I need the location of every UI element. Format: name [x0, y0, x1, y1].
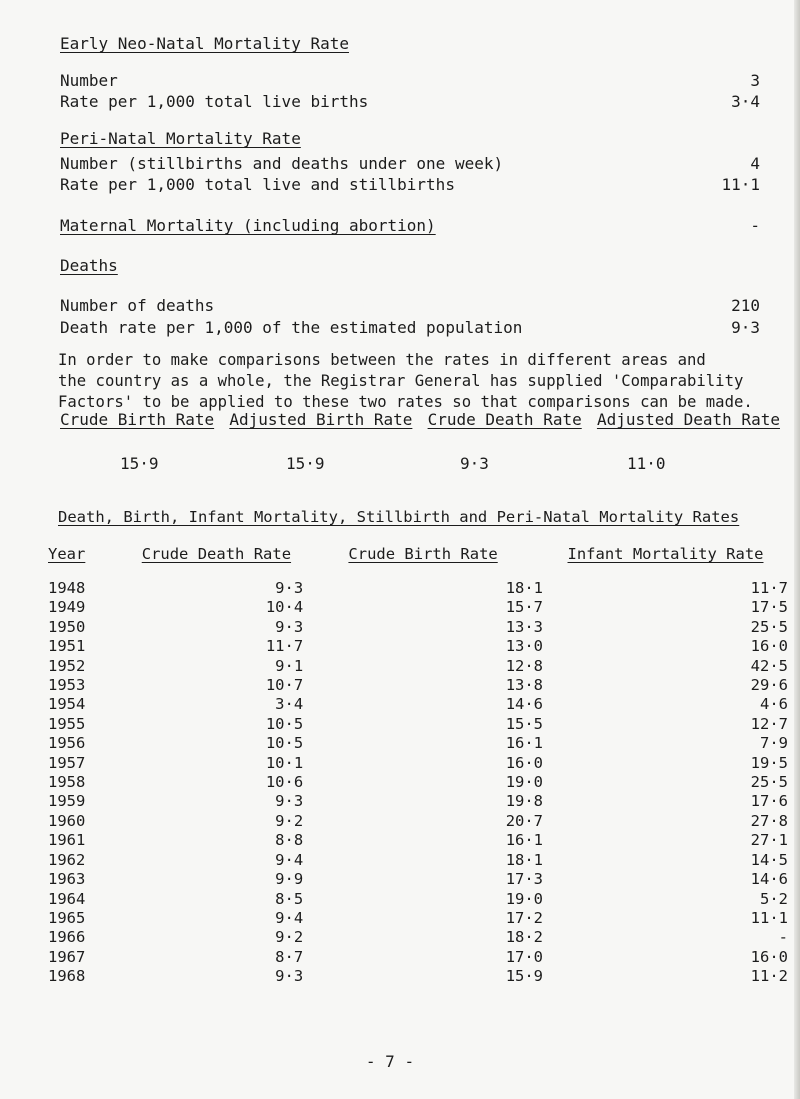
- deaths-number-row: [60, 296, 760, 318]
- year-cell: 1963: [48, 870, 86, 889]
- crude-birth-rate-cell: 14·6: [505, 695, 544, 714]
- crude-death-rate-cell: 9·1: [275, 656, 304, 675]
- crude-death-rate-cell: 9·2: [275, 928, 304, 947]
- paragraph-line: the country as a whole, the Registrar General has supplied 'Comparability: [58, 372, 744, 390]
- crude-death-rate-cell: 11·7: [265, 637, 304, 656]
- infant-mortality-rate-cell: 19·5: [750, 753, 788, 772]
- crude-death-rate-label: Crude Death Rate: [427, 410, 582, 429]
- crude-birth-rate-cell: 16·0: [505, 753, 544, 772]
- crude-death-rate-cell: 9·3: [275, 579, 304, 597]
- crude-death-rate-cell: 9·2: [275, 811, 304, 830]
- row-value: 4: [750, 154, 760, 173]
- crude-birth-rate-cell: 18·1: [505, 850, 544, 869]
- year-cell: 1966: [48, 928, 86, 947]
- table-row: [48, 967, 788, 986]
- infant-mortality-rate-cell: 11·1: [750, 908, 788, 927]
- deaths-heading: Deaths: [60, 256, 118, 275]
- table-row: [48, 734, 788, 753]
- table-row: [48, 657, 788, 676]
- column-header-crude-birth-rate: Crude Birth Rate: [348, 545, 498, 563]
- crude-death-rate-cell: 10·5: [265, 714, 304, 733]
- rates-table: [48, 545, 788, 987]
- column-header-infant-mortality-rate: Infant Mortality Rate: [567, 545, 764, 563]
- table-row: [48, 579, 788, 598]
- year-cell: 1964: [48, 889, 86, 908]
- row-value: 3: [750, 71, 760, 90]
- crude-birth-rate-label: Crude Birth Rate: [60, 410, 215, 429]
- table-row: [48, 754, 788, 773]
- early-neonatal-number-row: [60, 71, 760, 93]
- infant-mortality-rate-cell: 12·7: [750, 714, 788, 733]
- row-label: Number: [60, 71, 118, 90]
- column-header-crude-death-rate: Crude Death Rate: [141, 545, 292, 563]
- infant-mortality-rate-cell: 25·5: [750, 773, 788, 792]
- crude-birth-rate-cell: 18·2: [505, 928, 544, 947]
- infant-mortality-rate-cell: 14·5: [750, 850, 788, 869]
- year-cell: 1949: [48, 598, 86, 617]
- crude-birth-rate-cell: 15·9: [505, 967, 544, 986]
- crude-birth-rate-cell: 19·8: [505, 792, 544, 811]
- comparability-paragraph: [58, 350, 788, 413]
- crude-death-rate-cell: 10·6: [265, 773, 304, 792]
- year-cell: 1956: [48, 734, 86, 753]
- table-row: [48, 928, 788, 947]
- table-row: [48, 812, 788, 831]
- crude-birth-rate-cell: 16·1: [505, 734, 544, 753]
- early-neonatal-rate-row: [60, 92, 760, 114]
- row-label: Number of deaths: [60, 296, 215, 315]
- row-label: Rate per 1,000 total live and stillbirths: [60, 175, 455, 194]
- table-row: [48, 715, 788, 734]
- adjusted-birth-rate-value: 15·9: [286, 454, 325, 473]
- year-cell: 1968: [48, 967, 86, 986]
- infant-mortality-rate-cell: 11·2: [750, 967, 788, 986]
- infant-mortality-rate-cell: 27·1: [750, 831, 788, 850]
- table-row: [48, 773, 788, 792]
- table-row: [48, 792, 788, 811]
- year-cell: 1962: [48, 850, 86, 869]
- year-cell: 1960: [48, 811, 86, 830]
- crude-death-rate-value: 9·3: [460, 454, 489, 473]
- year-cell: 1967: [48, 947, 86, 966]
- infant-mortality-rate-cell: 42·5: [750, 656, 788, 675]
- crude-birth-rate-cell: 19·0: [505, 889, 544, 908]
- year-cell: 1961: [48, 831, 86, 850]
- infant-mortality-rate-cell: 7·9: [760, 734, 788, 753]
- crude-death-rate-cell: 9·3: [275, 617, 304, 636]
- page-number: - 7 -: [365, 1052, 415, 1071]
- row-label: Death rate per 1,000 of the estimated population: [60, 318, 523, 337]
- year-cell: 1954: [48, 695, 86, 714]
- infant-mortality-rate-cell: 17·5: [750, 598, 788, 617]
- crude-death-rate-cell: 9·9: [275, 870, 304, 889]
- adjusted-birth-rate-label: Adjusted Birth Rate: [229, 410, 413, 429]
- row-label: Rate per 1,000 total live births: [60, 92, 369, 111]
- crude-death-rate-cell: 10·4: [265, 598, 304, 617]
- crude-birth-rate-cell: 20·7: [505, 811, 544, 830]
- infant-mortality-rate-cell: 27·8: [750, 811, 788, 830]
- crude-death-rate-cell: 9·3: [275, 792, 304, 811]
- infant-mortality-rate-cell: 17·6: [750, 792, 788, 811]
- crude-death-rate-cell: 9·3: [275, 967, 304, 986]
- maternal-mortality-row: [60, 216, 760, 238]
- maternal-mortality-value: -: [750, 216, 760, 235]
- row-label: Number (stillbirths and deaths under one week): [60, 154, 504, 173]
- crude-birth-rate-cell: 12·8: [505, 656, 544, 675]
- year-cell: 1950: [48, 617, 86, 636]
- row-value: 210: [731, 296, 760, 315]
- year-cell: 1965: [48, 908, 86, 927]
- peri-natal-rate-row: [60, 175, 760, 197]
- page-edge: [794, 0, 800, 1099]
- adjusted-death-rate-value: 11·0: [627, 454, 666, 473]
- year-cell: 1959: [48, 792, 86, 811]
- year-cell: 1948: [48, 579, 86, 597]
- crude-death-rate-cell: 9·4: [275, 850, 304, 869]
- paragraph-line: Factors' to be applied to these two rates so that comparisons can be made.: [58, 393, 753, 411]
- crude-death-rate-cell: 10·1: [265, 753, 304, 772]
- table-row: [48, 890, 788, 909]
- rates-table-title: Death, Birth, Infant Mortality, Stillbirth and Peri-Natal Mortality Rates: [58, 508, 740, 526]
- table-row: [48, 676, 788, 695]
- infant-mortality-rate-cell: 25·5: [750, 617, 788, 636]
- year-cell: 1952: [48, 656, 86, 675]
- table-row: [48, 909, 788, 928]
- crude-birth-rate-cell: 17·2: [505, 908, 544, 927]
- infant-mortality-rate-cell: -: [778, 928, 788, 947]
- row-value: 11·1: [721, 175, 760, 194]
- early-neonatal-heading: Early Neo-Natal Mortality Rate: [60, 34, 349, 53]
- crude-birth-rate-cell: 18·1: [505, 579, 544, 597]
- crude-death-rate-cell: 9·4: [275, 908, 304, 927]
- deaths-rate-row: [60, 318, 760, 340]
- table-row: [48, 598, 788, 617]
- crude-birth-rate-cell: 17·3: [505, 870, 544, 889]
- infant-mortality-rate-cell: 11·7: [750, 579, 788, 597]
- crude-death-rate-cell: 8·5: [275, 889, 304, 908]
- adjusted-death-rate-label: Adjusted Death Rate: [596, 410, 780, 429]
- crude-death-rate-cell: 10·7: [265, 676, 304, 695]
- infant-mortality-rate-cell: 16·0: [750, 637, 788, 656]
- year-cell: 1958: [48, 773, 86, 792]
- crude-death-rate-cell: 8·8: [275, 831, 304, 850]
- infant-mortality-rate-cell: 4·6: [760, 695, 788, 714]
- year-cell: 1957: [48, 753, 86, 772]
- peri-natal-number-row: [60, 154, 760, 176]
- crude-death-rate-cell: 8·7: [275, 947, 304, 966]
- infant-mortality-rate-cell: 29·6: [750, 676, 788, 695]
- row-value: 3·4: [731, 92, 760, 111]
- crude-death-rate-cell: 10·5: [265, 734, 304, 753]
- crude-death-rate-cell: 3·4: [275, 695, 304, 714]
- peri-natal-heading: Peri-Natal Mortality Rate: [60, 129, 301, 148]
- row-value: 9·3: [731, 318, 760, 337]
- year-cell: 1955: [48, 714, 86, 733]
- paragraph-line: In order to make comparisons between the rates in different areas and: [58, 351, 706, 369]
- maternal-mortality-heading: Maternal Mortality (including abortion): [60, 216, 436, 235]
- crude-birth-rate-cell: 15·7: [505, 598, 544, 617]
- adjusted-rates-header: [60, 410, 780, 429]
- year-cell: 1951: [48, 637, 86, 656]
- table-row: [48, 948, 788, 967]
- column-header-year: Year: [48, 545, 86, 563]
- crude-birth-rate-value: 15·9: [120, 454, 159, 473]
- table-row: [48, 851, 788, 870]
- infant-mortality-rate-cell: 14·6: [750, 870, 788, 889]
- crude-birth-rate-cell: 13·0: [505, 637, 544, 656]
- crude-birth-rate-cell: 15·5: [505, 714, 544, 733]
- infant-mortality-rate-cell: 5·2: [760, 889, 788, 908]
- crude-birth-rate-cell: 13·3: [505, 617, 544, 636]
- table-header-row: [48, 545, 788, 579]
- crude-birth-rate-cell: 19·0: [505, 773, 544, 792]
- table-row: [48, 637, 788, 656]
- crude-birth-rate-cell: 13·8: [505, 676, 544, 695]
- crude-birth-rate-cell: 17·0: [505, 947, 544, 966]
- infant-mortality-rate-cell: 16·0: [750, 947, 788, 966]
- table-row: [48, 695, 788, 714]
- crude-birth-rate-cell: 16·1: [505, 831, 544, 850]
- year-cell: 1953: [48, 676, 86, 695]
- table-row: [48, 870, 788, 889]
- table-row: [48, 618, 788, 637]
- table-row: [48, 831, 788, 850]
